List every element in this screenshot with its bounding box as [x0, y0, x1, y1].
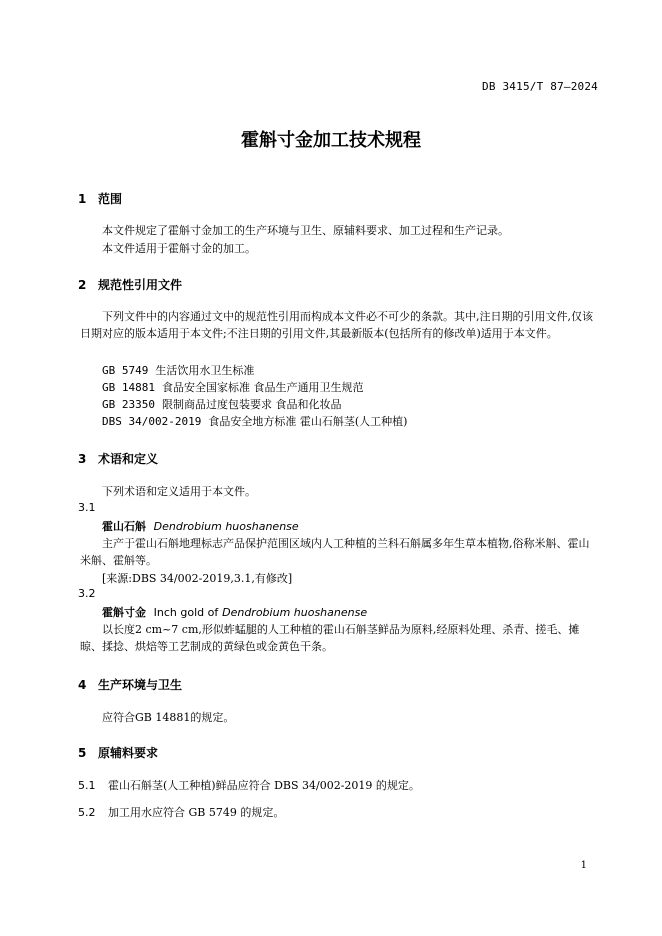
section-5-heading [78, 744, 158, 761]
section-1-heading [78, 190, 122, 207]
section-number: 5 [78, 746, 87, 760]
section-2-heading [78, 276, 182, 293]
document-code: DB 3415/T 87—2024 [482, 80, 598, 93]
term-title [102, 518, 299, 534]
section-title: 生产环境与卫生 [98, 678, 183, 692]
reference-name: 限制商品过度包装要求 食品和化妆品 [161, 398, 342, 411]
reference-name: 生活饮用水卫生标准 [155, 364, 255, 377]
section-number: 1 [78, 192, 87, 206]
section-title: 规范性引用文件 [98, 278, 183, 292]
page-title: 霍斛寸金加工技术规程 [241, 130, 421, 151]
reference-item [102, 396, 341, 412]
section-title: 原辅料要求 [98, 746, 159, 760]
clause-item [78, 804, 284, 820]
term-number: 3.1 [78, 501, 96, 514]
reference-item [102, 413, 407, 429]
section-4-heading [78, 676, 182, 693]
clause-number: 5.1 [78, 779, 96, 792]
term-definition: 以长度2 cm~7 cm,形似蚱蜢腿的人工种植的霍山石斛茎鲜品为原料,经原料处理、杀青、搓毛、摊晾、揉捻、烘焙等工艺制成的黄绿色或金黄色干条。 [80, 623, 580, 653]
clause-number: 5.2 [78, 806, 96, 819]
term-latin: Dendrobium huoshanense [153, 520, 299, 533]
reference-name: 食品安全地方标准 霍山石斛茎(人工种植) [208, 415, 408, 428]
clause-text: 霍山石斛茎(人工种植)鲜品应符合 DBS 34/002-2019 的规定。 [108, 779, 420, 792]
section-number: 4 [78, 678, 87, 692]
section-title: 范围 [98, 192, 123, 206]
reference-code: GB 5749 [102, 364, 149, 377]
section-number: 2 [78, 278, 87, 292]
reference-name: 食品安全国家标准 食品生产通用卫生规范 [161, 381, 364, 394]
clause-text: 加工用水应符合 GB 5749 的规定。 [108, 806, 285, 819]
term-chinese: 霍斛寸金 [102, 606, 146, 619]
term-source: [来源:DBS 34/002-2019,3.1,有修改] [102, 572, 293, 585]
reference-item [102, 362, 254, 378]
paragraph: 应符合GB 14881的规定。 [102, 711, 235, 724]
term-english: Inch gold of [153, 606, 219, 619]
section-number: 3 [78, 452, 87, 466]
reference-item [102, 379, 363, 395]
paragraph: 下列术语和定义适用于本文件。 [102, 485, 256, 498]
reference-code: DBS 34/002-2019 [102, 415, 202, 428]
section-title: 术语和定义 [98, 452, 159, 466]
term-title [102, 604, 367, 620]
clause-item [78, 777, 420, 793]
paragraph: 本文件适用于霍斛寸金的加工。 [102, 242, 256, 255]
term-number: 3.2 [78, 587, 96, 600]
paragraph: 本文件规定了霍斛寸金加工的生产环境与卫生、原辅料要求、加工过程和生产记录。 [102, 224, 509, 237]
term-latin: Dendrobium huoshanense [222, 606, 368, 619]
reference-code: GB 23350 [102, 398, 155, 411]
page-number: 1 [580, 860, 587, 871]
term-chinese: 霍山石斛 [102, 520, 146, 533]
term-definition: 主产于霍山石斛地理标志产品保护范围区域内人工种植的兰科石斛属多年生草本植物,俗称米斛、霍山米斛、霍斛等。 [80, 537, 590, 567]
reference-code: GB 14881 [102, 381, 155, 394]
paragraph: 下列文件中的内容通过文中的规范性引用而构成本文件必不可少的条款。其中,注日期的引用文件,仅该日期对应的版本适用于本文件;不注日期的引用文件,其最新版本(包括所有的修改单)适用于本文件。 [80, 310, 593, 340]
section-3-heading [78, 450, 158, 467]
